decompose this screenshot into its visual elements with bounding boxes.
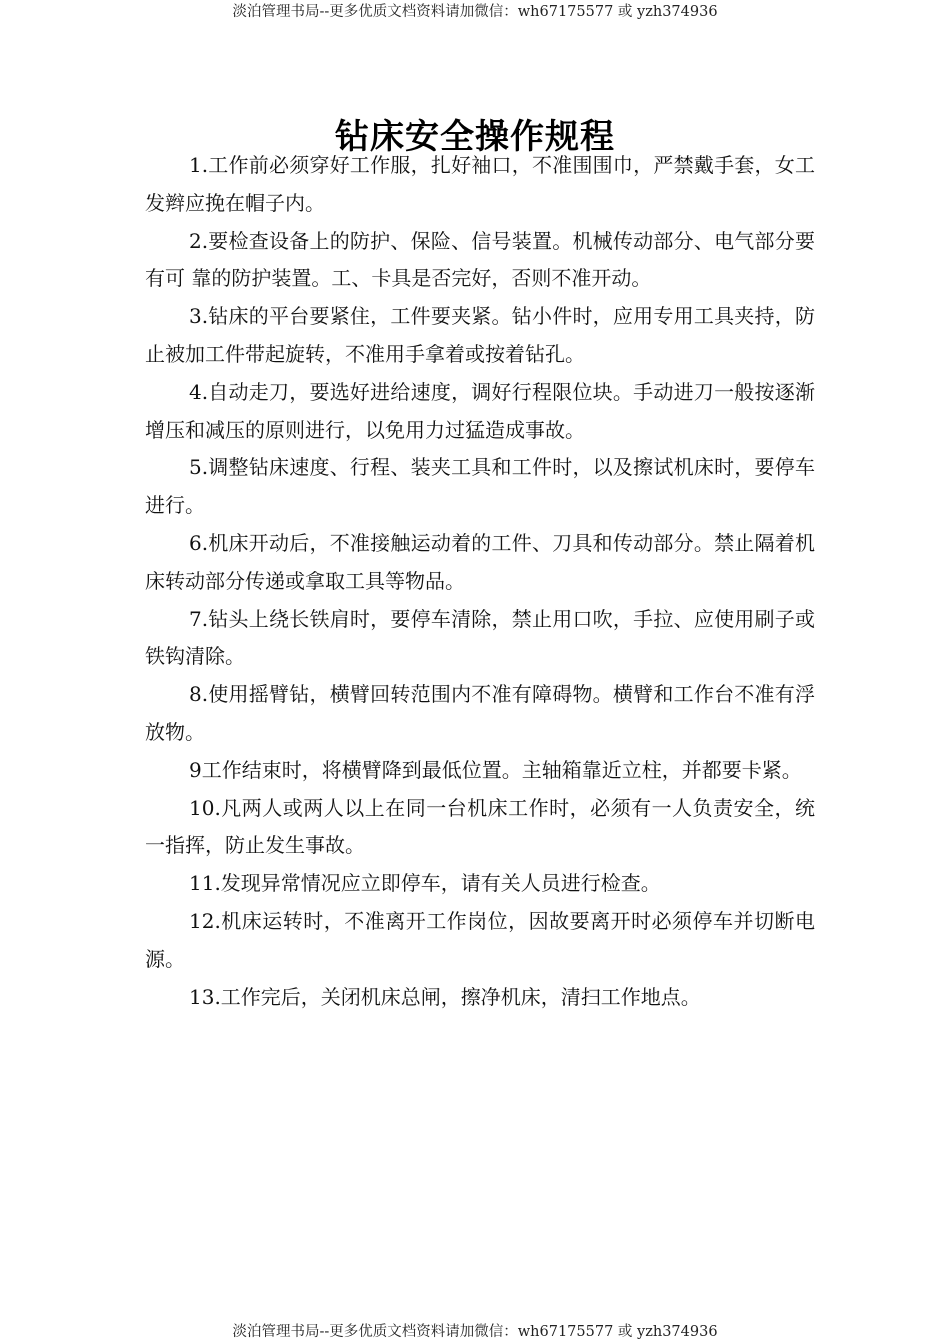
clause-5: 5.调整钻床速度、行程、装夹工具和工件时，以及擦试机床时，要停车进行。 [145, 455, 815, 518]
clause-4: 4.自动走刀，要选好进给速度，调好行程限位块。手动进刀一般按逐渐增压和减压的原则进行，以免用力过猛造成事故。 [145, 379, 815, 442]
page-footer: 淡泊管理书局--更多优质文档资料请加微信：wh67175577 或 yzh374936 [232, 1324, 718, 1340]
clause-1: 1.工作前必须穿好工作服，扎好袖口，不准围围巾，严禁戴手套，女工发辫应挽在帽子内。 [145, 153, 815, 215]
document-body [145, 147, 815, 1016]
clause-11: 11.发现异常情况应立即停车，请有关人员进行检查。 [189, 871, 661, 896]
clause-2: 2.要检查设备上的防护、保险、信号装置。机械传动部分、电气部分要有可 靠的防护装置。工、卡具是否完好，否则不准开动。 [145, 228, 815, 291]
clause-13: 13.工作完后，关闭机床总闸，擦净机床，清扫工作地点。 [189, 984, 701, 1009]
clause-8: 8.使用摇臂钻，横臂回转范围内不准有障碍物。横臂和工作台不准有浮放物。 [145, 682, 815, 744]
clause-12: 12.机床运转时，不准离开工作岗位，因故要离开时必须停车并切断电源。 [145, 908, 815, 971]
clause-3: 3.钻床的平台要紧住，工件要夹紧。钻小件时，应用专用工具夹持，防止被加工件带起旋转，不准用手拿着或按着钻孔。 [145, 304, 815, 366]
clause-9: 9工作结束时，将横臂降到最低位置。主轴箱靠近立柱，并都要卡紧。 [189, 757, 802, 782]
clause-10: 10.凡两人或两人以上在同一台机床工作时，必须有一人负责安全，统一指挥，防止发生事故。 [145, 795, 815, 858]
clause-6: 6.机床开动后，不准接触运动着的工件、刀具和传动部分。禁止隔着机床转动部分传递或拿取工具等物品。 [145, 530, 815, 593]
clause-7: 7.钻头上绕长铁肩时，要停车清除，禁止用口吹，手拉、应使用刷子或铁钩清除。 [145, 606, 815, 669]
document-title: 钻床安全操作规程 [335, 116, 615, 157]
page-header: 淡泊管理书局--更多优质文档资料请加微信：wh67175577 或 yzh374936 [232, 4, 718, 20]
